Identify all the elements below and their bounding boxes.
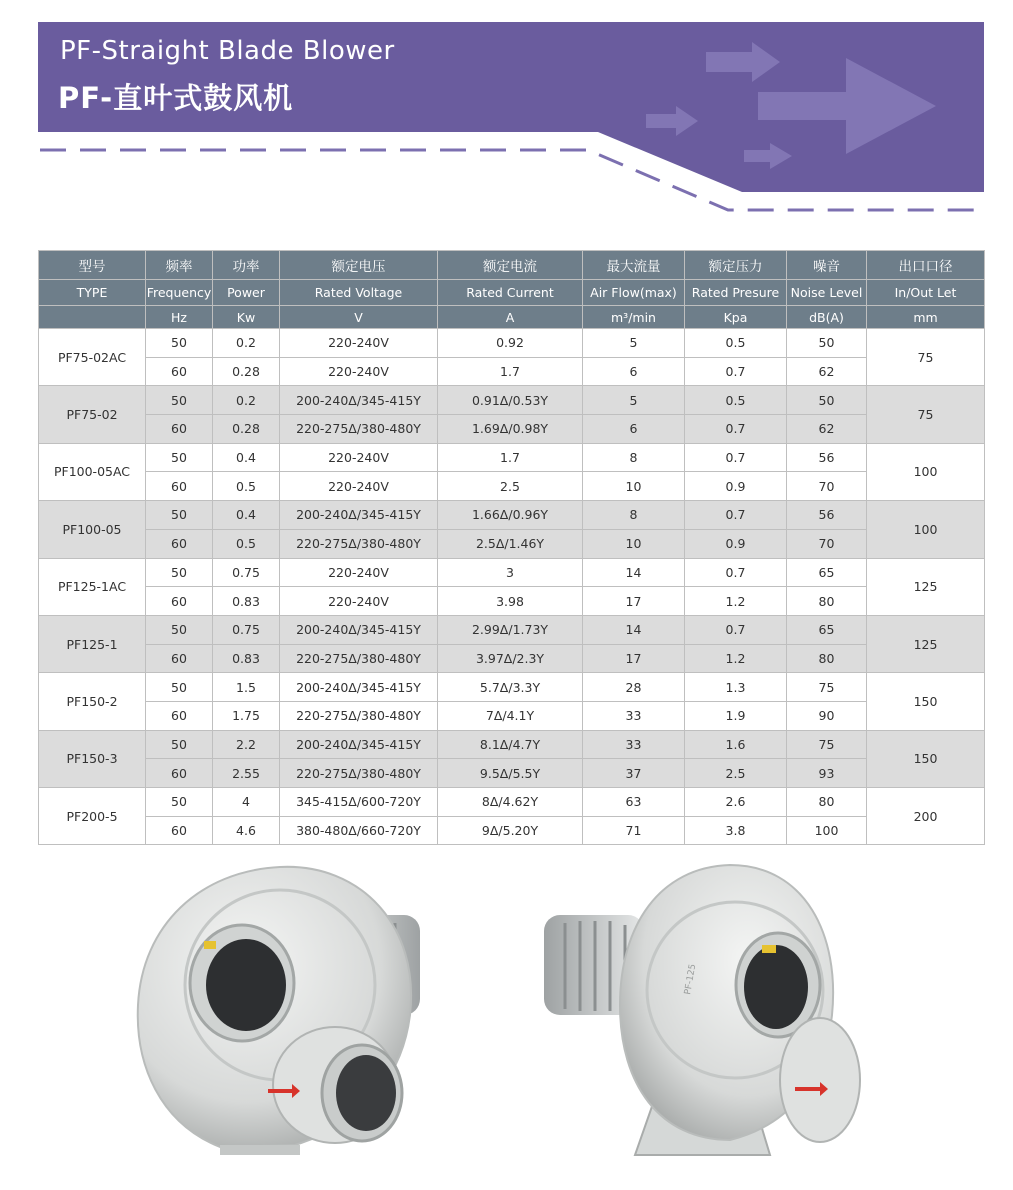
spec-cell-flow: 10 xyxy=(583,472,685,501)
spec-cell-kpa: 3.8 xyxy=(685,816,787,845)
spec-cell-hz: 50 xyxy=(146,386,213,415)
header-cell: 额定压力 xyxy=(685,251,787,280)
header-cell: In/Out Let xyxy=(867,280,985,306)
spec-cell-flow: 8 xyxy=(583,443,685,472)
table-row xyxy=(39,329,985,358)
spec-cell-v: 200-240Δ/345-415Y xyxy=(280,501,438,530)
spec-cell-flow: 33 xyxy=(583,701,685,730)
table-row xyxy=(39,386,985,415)
spec-cell-kw: 0.28 xyxy=(213,415,280,444)
spec-cell-kpa: 2.5 xyxy=(685,759,787,788)
spec-cell-db: 65 xyxy=(787,615,867,644)
header-cell xyxy=(39,306,146,329)
header-row-units xyxy=(39,306,985,329)
spec-cell-kpa: 1.3 xyxy=(685,673,787,702)
model-type-cell: PF75-02AC xyxy=(39,329,146,386)
spec-cell-flow: 33 xyxy=(583,730,685,759)
header-cell: mm xyxy=(867,306,985,329)
spec-cell-hz: 50 xyxy=(146,501,213,530)
spec-cell-a: 2.5 xyxy=(438,472,583,501)
table-row xyxy=(39,415,985,444)
spec-cell-kw: 0.5 xyxy=(213,472,280,501)
spec-cell-kw: 0.28 xyxy=(213,357,280,386)
spec-cell-kw: 0.4 xyxy=(213,443,280,472)
spec-cell-kpa: 0.5 xyxy=(685,329,787,358)
spec-cell-db: 65 xyxy=(787,558,867,587)
table-row xyxy=(39,587,985,616)
spec-cell-hz: 60 xyxy=(146,759,213,788)
spec-cell-hz: 50 xyxy=(146,615,213,644)
table-row xyxy=(39,357,985,386)
table-row xyxy=(39,558,985,587)
spec-cell-flow: 17 xyxy=(583,644,685,673)
spec-cell-kw: 0.75 xyxy=(213,558,280,587)
spec-cell-hz: 60 xyxy=(146,816,213,845)
spec-cell-a: 8.1Δ/4.7Y xyxy=(438,730,583,759)
spec-cell-v: 380-480Δ/660-720Y xyxy=(280,816,438,845)
spec-cell-a: 3.97Δ/2.3Y xyxy=(438,644,583,673)
spec-cell-kpa: 0.7 xyxy=(685,415,787,444)
spec-cell-v: 220-240V xyxy=(280,357,438,386)
spec-cell-flow: 10 xyxy=(583,529,685,558)
spec-cell-a: 1.66Δ/0.96Y xyxy=(438,501,583,530)
header-row-english xyxy=(39,280,985,306)
header-cell: 型号 xyxy=(39,251,146,280)
spec-cell-hz: 60 xyxy=(146,415,213,444)
spec-cell-hz: 60 xyxy=(146,472,213,501)
spec-cell-kw: 2.2 xyxy=(213,730,280,759)
spec-cell-v: 220-240V xyxy=(280,329,438,358)
table-row xyxy=(39,701,985,730)
table-row xyxy=(39,472,985,501)
blower-photo-left xyxy=(130,855,440,1165)
model-type-cell: PF125-1AC xyxy=(39,558,146,615)
spec-cell-hz: 60 xyxy=(146,701,213,730)
header-cell: V xyxy=(280,306,438,329)
spec-cell-v: 220-275Δ/380-480Y xyxy=(280,529,438,558)
spec-table xyxy=(38,250,985,845)
spec-cell-a: 9.5Δ/5.5Y xyxy=(438,759,583,788)
model-type-cell: PF125-1 xyxy=(39,615,146,672)
outlet-cell: 125 xyxy=(867,615,985,672)
spec-cell-hz: 60 xyxy=(146,529,213,558)
header-cell: Rated Voltage xyxy=(280,280,438,306)
outlet-cell: 100 xyxy=(867,501,985,558)
spec-cell-db: 56 xyxy=(787,443,867,472)
outlet-opening xyxy=(336,1055,396,1131)
spec-cell-hz: 60 xyxy=(146,587,213,616)
spec-cell-a: 9Δ/5.20Y xyxy=(438,816,583,845)
outlet-cell: 150 xyxy=(867,730,985,787)
outlet-cell: 200 xyxy=(867,788,985,845)
spec-cell-kpa: 1.6 xyxy=(685,730,787,759)
spec-cell-v: 200-240Δ/345-415Y xyxy=(280,615,438,644)
spec-cell-v: 345-415Δ/600-720Y xyxy=(280,788,438,817)
spec-cell-db: 80 xyxy=(787,587,867,616)
header-cell: 额定电压 xyxy=(280,251,438,280)
spec-cell-kpa: 1.9 xyxy=(685,701,787,730)
spec-cell-flow: 6 xyxy=(583,415,685,444)
spec-cell-v: 220-240V xyxy=(280,587,438,616)
header-cell: 频率 xyxy=(146,251,213,280)
inlet-opening xyxy=(206,939,286,1031)
spec-cell-hz: 50 xyxy=(146,558,213,587)
spec-cell-kw: 0.75 xyxy=(213,615,280,644)
header-cell: Kpa xyxy=(685,306,787,329)
spec-cell-hz: 50 xyxy=(146,329,213,358)
title-chinese: PF-直叶式鼓风机 xyxy=(58,81,294,115)
spec-cell-flow: 37 xyxy=(583,759,685,788)
spec-cell-v: 220-240V xyxy=(280,472,438,501)
table-row xyxy=(39,730,985,759)
warning-label-icon xyxy=(762,945,776,953)
header-cell: 出口口径 xyxy=(867,251,985,280)
outlet-cell: 100 xyxy=(867,443,985,500)
spec-cell-kw: 0.2 xyxy=(213,386,280,415)
spec-cell-kpa: 0.7 xyxy=(685,501,787,530)
spec-cell-db: 80 xyxy=(787,788,867,817)
table-header xyxy=(39,251,985,329)
model-type-cell: PF100-05AC xyxy=(39,443,146,500)
spec-cell-kpa: 0.9 xyxy=(685,529,787,558)
spec-cell-kpa: 2.6 xyxy=(685,788,787,817)
table-row xyxy=(39,644,985,673)
header-cell: 额定电流 xyxy=(438,251,583,280)
outlet-cell: 75 xyxy=(867,329,985,386)
spec-cell-db: 70 xyxy=(787,472,867,501)
header-banner xyxy=(0,0,1013,220)
spec-cell-v: 220-275Δ/380-480Y xyxy=(280,644,438,673)
header-cell: Power xyxy=(213,280,280,306)
spec-cell-a: 3.98 xyxy=(438,587,583,616)
spec-cell-kw: 0.83 xyxy=(213,587,280,616)
spec-cell-kw: 1.5 xyxy=(213,673,280,702)
model-type-cell: PF200-5 xyxy=(39,788,146,845)
model-type-cell: PF100-05 xyxy=(39,501,146,558)
spec-cell-kpa: 0.7 xyxy=(685,558,787,587)
model-type-cell: PF75-02 xyxy=(39,386,146,443)
spec-cell-kw: 1.75 xyxy=(213,701,280,730)
spec-cell-a: 0.92 xyxy=(438,329,583,358)
outlet-cell: 75 xyxy=(867,386,985,443)
spec-cell-a: 1.7 xyxy=(438,443,583,472)
table-row xyxy=(39,529,985,558)
spec-cell-kw: 4 xyxy=(213,788,280,817)
spec-cell-flow: 5 xyxy=(583,386,685,415)
spec-cell-kpa: 0.5 xyxy=(685,386,787,415)
header-cell: 最大流量 xyxy=(583,251,685,280)
outlet-collar xyxy=(780,1018,860,1142)
table-body xyxy=(39,329,985,845)
spec-cell-v: 220-275Δ/380-480Y xyxy=(280,759,438,788)
spec-cell-kpa: 0.7 xyxy=(685,357,787,386)
spec-cell-db: 62 xyxy=(787,357,867,386)
spec-cell-kpa: 1.2 xyxy=(685,587,787,616)
table-row xyxy=(39,501,985,530)
spec-cell-db: 93 xyxy=(787,759,867,788)
spec-cell-a: 1.69Δ/0.98Y xyxy=(438,415,583,444)
title-english: PF-Straight Blade Blower xyxy=(60,36,395,66)
spec-cell-kpa: 0.9 xyxy=(685,472,787,501)
header-cell: Air Flow(max) xyxy=(583,280,685,306)
header-cell: Frequency xyxy=(146,280,213,306)
spec-cell-hz: 50 xyxy=(146,788,213,817)
spec-cell-a: 0.91Δ/0.53Y xyxy=(438,386,583,415)
spec-cell-hz: 50 xyxy=(146,673,213,702)
spec-cell-flow: 28 xyxy=(583,673,685,702)
base-foot xyxy=(220,1145,300,1155)
spec-cell-kw: 4.6 xyxy=(213,816,280,845)
outlet-cell: 150 xyxy=(867,673,985,730)
spec-cell-db: 56 xyxy=(787,501,867,530)
spec-cell-hz: 50 xyxy=(146,730,213,759)
spec-cell-kpa: 0.7 xyxy=(685,443,787,472)
spec-cell-a: 1.7 xyxy=(438,357,583,386)
spec-cell-kw: 0.4 xyxy=(213,501,280,530)
spec-cell-v: 200-240Δ/345-415Y xyxy=(280,673,438,702)
spec-cell-kw: 2.55 xyxy=(213,759,280,788)
header-cell: Kw xyxy=(213,306,280,329)
spec-cell-db: 70 xyxy=(787,529,867,558)
header-cell: 噪音 xyxy=(787,251,867,280)
header-cell: A xyxy=(438,306,583,329)
spec-cell-db: 100 xyxy=(787,816,867,845)
spec-cell-db: 75 xyxy=(787,673,867,702)
table-row xyxy=(39,788,985,817)
spec-cell-v: 220-275Δ/380-480Y xyxy=(280,415,438,444)
outlet-cell: 125 xyxy=(867,558,985,615)
spec-cell-flow: 71 xyxy=(583,816,685,845)
spec-cell-kw: 0.5 xyxy=(213,529,280,558)
header-cell: Hz xyxy=(146,306,213,329)
header-cell: TYPE xyxy=(39,280,146,306)
table-row xyxy=(39,816,985,845)
spec-cell-a: 2.99Δ/1.73Y xyxy=(438,615,583,644)
spec-cell-v: 200-240Δ/345-415Y xyxy=(280,386,438,415)
spec-cell-v: 220-240V xyxy=(280,558,438,587)
spec-cell-flow: 6 xyxy=(583,357,685,386)
spec-cell-db: 62 xyxy=(787,415,867,444)
spec-cell-hz: 50 xyxy=(146,443,213,472)
spec-cell-flow: 14 xyxy=(583,615,685,644)
spec-cell-v: 220-275Δ/380-480Y xyxy=(280,701,438,730)
spec-cell-kpa: 1.2 xyxy=(685,644,787,673)
header-cell: dB(A) xyxy=(787,306,867,329)
table-row xyxy=(39,615,985,644)
spec-cell-db: 75 xyxy=(787,730,867,759)
blower-photo-right xyxy=(540,855,870,1165)
header-row-chinese xyxy=(39,251,985,280)
header-cell: 功率 xyxy=(213,251,280,280)
spec-cell-v: 220-240V xyxy=(280,443,438,472)
spec-cell-kw: 0.83 xyxy=(213,644,280,673)
spec-cell-flow: 14 xyxy=(583,558,685,587)
spec-cell-db: 50 xyxy=(787,386,867,415)
spec-cell-flow: 8 xyxy=(583,501,685,530)
table-row xyxy=(39,759,985,788)
spec-cell-hz: 60 xyxy=(146,644,213,673)
warning-label-icon xyxy=(204,941,216,949)
spec-cell-a: 5.7Δ/3.3Y xyxy=(438,673,583,702)
spec-cell-a: 7Δ/4.1Y xyxy=(438,701,583,730)
table-row xyxy=(39,443,985,472)
spec-cell-db: 80 xyxy=(787,644,867,673)
spec-cell-flow: 5 xyxy=(583,329,685,358)
header-cell: m³/min xyxy=(583,306,685,329)
spec-cell-a: 8Δ/4.62Y xyxy=(438,788,583,817)
model-type-cell: PF150-2 xyxy=(39,673,146,730)
spec-cell-v: 200-240Δ/345-415Y xyxy=(280,730,438,759)
spec-cell-db: 90 xyxy=(787,701,867,730)
spec-cell-flow: 17 xyxy=(583,587,685,616)
spec-cell-flow: 63 xyxy=(583,788,685,817)
model-type-cell: PF150-3 xyxy=(39,730,146,787)
spec-cell-hz: 60 xyxy=(146,357,213,386)
spec-cell-db: 50 xyxy=(787,329,867,358)
nameplate-text: PF-125 xyxy=(683,963,699,996)
header-cell: Noise Level xyxy=(787,280,867,306)
spec-cell-kpa: 0.7 xyxy=(685,615,787,644)
spec-cell-a: 2.5Δ/1.46Y xyxy=(438,529,583,558)
header-cell: Rated Presure xyxy=(685,280,787,306)
spec-cell-kw: 0.2 xyxy=(213,329,280,358)
table-row xyxy=(39,673,985,702)
spec-cell-a: 3 xyxy=(438,558,583,587)
header-cell: Rated Current xyxy=(438,280,583,306)
inlet-opening xyxy=(744,945,808,1029)
